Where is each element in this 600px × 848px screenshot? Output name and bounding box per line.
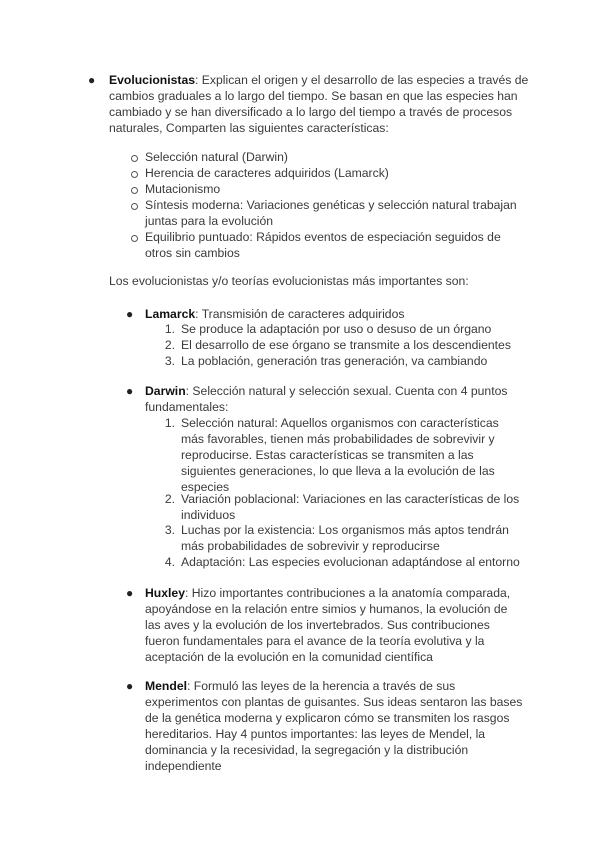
lamarck-term: Lamarck bbox=[145, 307, 196, 321]
list-number: 2. bbox=[164, 492, 175, 506]
bullet-darwin: ● bbox=[126, 384, 134, 398]
feature-item: Síntesis moderna: Variaciones genéticas y selección natural trabajan juntas para la evolución bbox=[145, 198, 517, 228]
mendel-paragraph: Mendel: Formuló las leyes de la herencia a través de sus experimentos con plantas de guisantes. Sus ideas sentaron las bases de la genética moderna y explicaron cómo se transmiten los rasgos hereditarios. Hay 4 puntos importantes: las leyes de Mendel, la dominancia y la recesividad, la segregación y la distribución independiente bbox=[145, 679, 523, 773]
list-number: 4. bbox=[164, 555, 175, 569]
list-number: 2. bbox=[164, 338, 175, 352]
mendel-term: Mendel bbox=[145, 679, 187, 693]
huxley-paragraph: Huxley: Hizo importantes contribuciones a la anatomía comparada, apoyándose en la relación entre simios y humanos, la evolución de las aves y la evolución de los invertebrados. Sus contribuciones fueron fundamentales para el avance de la teoría evolutiva y la aceptación de la evolución en la comunidad científica bbox=[145, 586, 511, 664]
darwin-heading: Darwin: Selección natural y selección sexual. Cuenta con 4 puntos fundamentales: bbox=[145, 384, 508, 414]
darwin-term: Darwin bbox=[145, 384, 186, 398]
feature-item: Mutacionismo bbox=[145, 182, 221, 196]
lamarck-heading: Lamarck: Transmisión de caracteres adquiridos bbox=[145, 307, 405, 321]
intro-line: Los evolucionistas y/o teorías evolucionistas más importantes son: bbox=[109, 274, 469, 288]
feature-item: Herencia de caracteres adquiridos (Lamarck) bbox=[145, 166, 389, 180]
lamarck-point: El desarrollo de ese órgano se transmite a los descendientes bbox=[181, 338, 511, 352]
bullet-mendel: ● bbox=[126, 679, 134, 693]
ring-bullet-icon bbox=[131, 187, 138, 194]
feature-item: Selección natural (Darwin) bbox=[145, 150, 288, 164]
darwin-point: Adaptación: Las especies evolucionan adaptándose al entorno bbox=[181, 555, 520, 569]
ring-bullet-icon bbox=[131, 171, 138, 178]
darwin-point: Selección natural: Aquellos organismos con características más favorables, tienen más probabilidades de sobrevivir y reproducirse. Estas características se transmiten a las siguientes generaciones, lo que lleva a la evolución de las especies bbox=[181, 416, 499, 494]
lamarck-point: Se produce la adaptación por uso o desuso de un órgano bbox=[181, 322, 492, 336]
bullet-lamarck: ● bbox=[126, 307, 134, 321]
evolucionistas-paragraph: Evolucionistas: Explican el origen y el desarrollo de las especies a través de cambios graduales a lo largo del tiempo. Se basan en que las especies han cambiado y se han diversificado a lo largo del tiempo a través de procesos naturales, Comparten las siguientes características: bbox=[109, 73, 529, 135]
huxley-term: Huxley bbox=[145, 586, 185, 600]
ring-bullet-icon bbox=[131, 235, 138, 242]
feature-item: Equilibrio puntuado: Rápidos eventos de especiación seguidos de otros sin cambios bbox=[145, 230, 501, 260]
lamarck-point: La población, generación tras generación, va cambiando bbox=[181, 354, 488, 368]
darwin-point: Variación poblacional: Variaciones en las características de los individuos bbox=[181, 492, 520, 522]
bullet-evolucionistas: ● bbox=[88, 73, 96, 87]
list-number: 3. bbox=[164, 523, 175, 537]
darwin-point: Luchas por la existencia: Los organismos más aptos tendrán más probabilidades de sobrevivir y reproducirse bbox=[181, 523, 509, 553]
ring-bullet-icon bbox=[131, 155, 138, 162]
ring-bullet-icon bbox=[131, 203, 138, 210]
list-number: 1. bbox=[164, 322, 175, 336]
list-number: 3. bbox=[164, 354, 175, 368]
evolucionistas-term: Evolucionistas bbox=[109, 73, 196, 87]
list-number: 1. bbox=[164, 416, 175, 430]
bullet-huxley: ● bbox=[126, 586, 134, 600]
